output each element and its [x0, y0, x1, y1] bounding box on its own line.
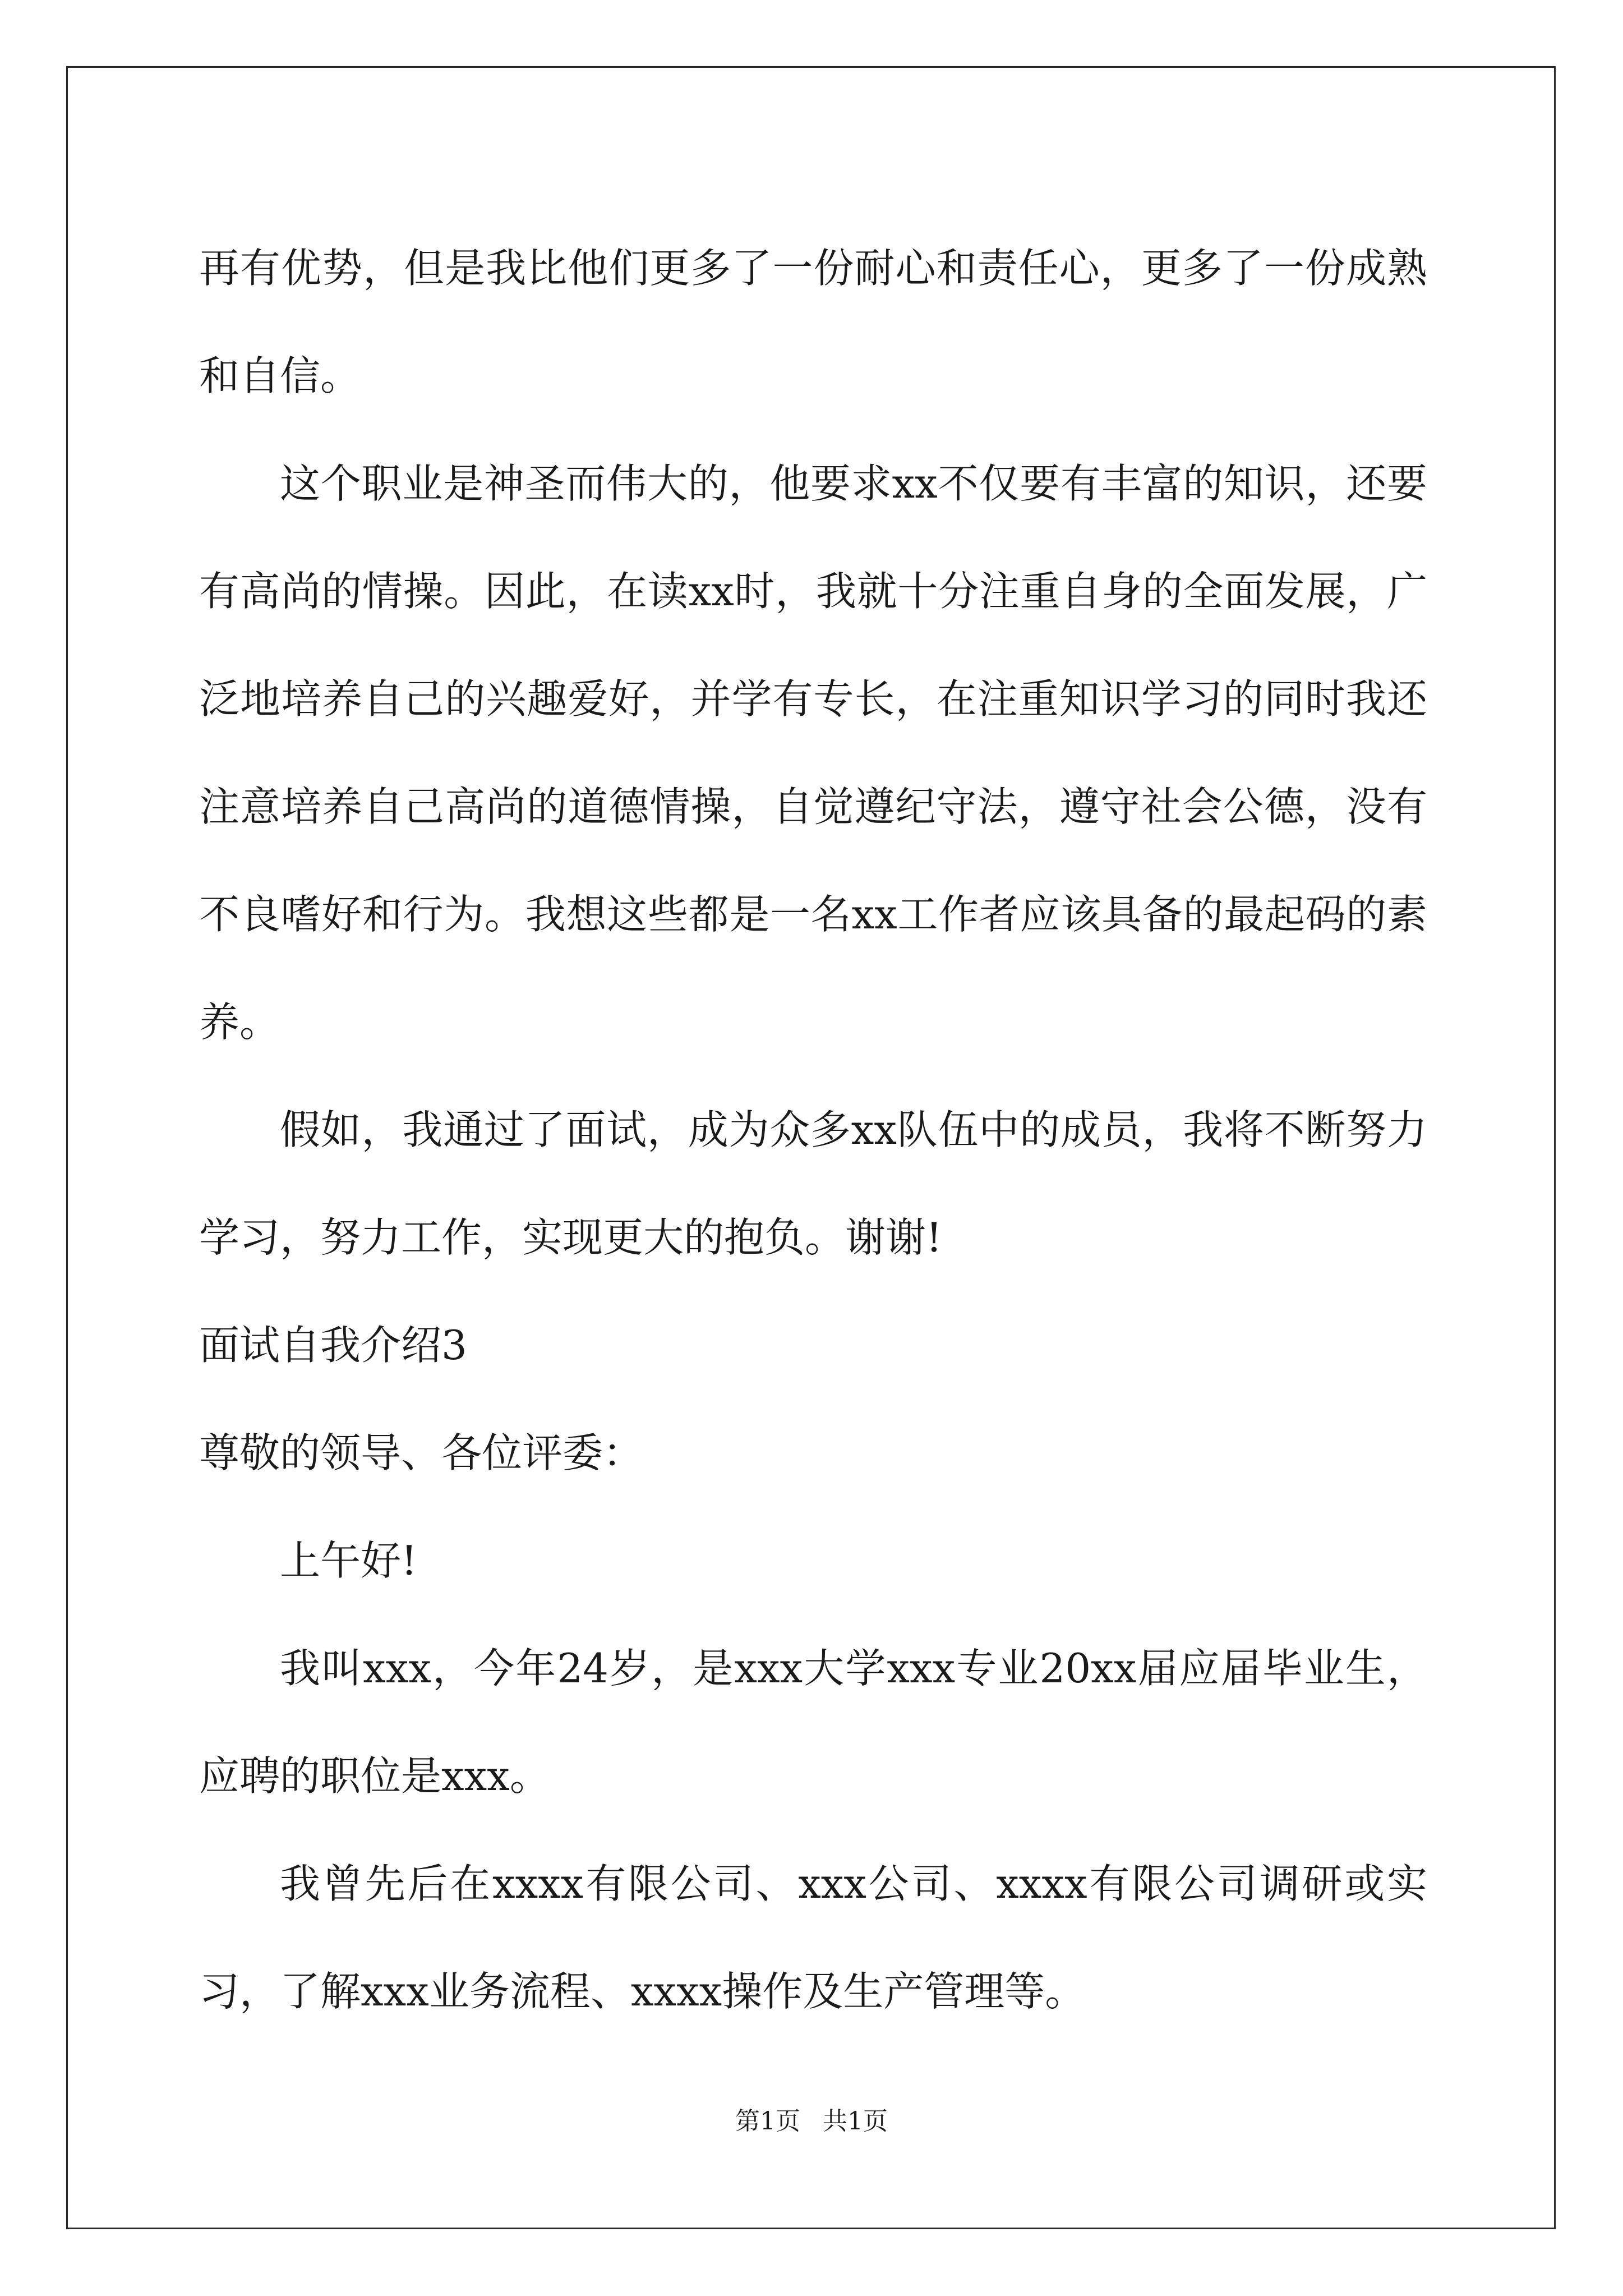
paragraph-experience: 我曾先后在xxxx有限公司、xxx公司、xxxx有限公司调研或实习，了解xxx业务流程、xxxx操作及生产管理等。	[199, 1860, 1427, 2015]
paragraph-2: 这个职业是神圣而伟大的，他要求xx不仅要有丰富的知识，还要有高尚的情操。因此，在读xx时，我就十分注重自身的全面发展，广泛地培养自己的兴趣爱好，并学有专长，在注重知识学习的同时我还注意培养自己高尚的道德情操，自觉遵纪守法，遵守社会公德，没有不良嗜好和行为。我想这些都是一名xx工作者应该具备的最起码的素养。	[199, 460, 1427, 1046]
page-total: 共1页	[823, 2107, 888, 2136]
page-number: 第1页	[735, 2107, 800, 2136]
section-heading: 面试自我介绍3	[199, 1322, 467, 1369]
document-body	[199, 214, 1427, 2045]
greeting: 上午好!	[280, 1537, 417, 1584]
paragraph-intro: 我叫xxx，今年24岁，是xxx大学xxx专业20xx届应届毕业生，应聘的职位是xxx。	[199, 1645, 1427, 1800]
salutation: 尊敬的领导、各位评委：	[199, 1429, 644, 1476]
paragraph-1: 再有优势，但是我比他们更多了一份耐心和责任心，更多了一份成熟和自信。	[199, 245, 1427, 399]
paragraph-3: 假如，我通过了面试，成为众多xx队伍中的成员，我将不断努力学习，努力工作，实现更大的抱负。谢谢!	[199, 1106, 1427, 1261]
page-footer	[0, 2105, 1623, 2138]
